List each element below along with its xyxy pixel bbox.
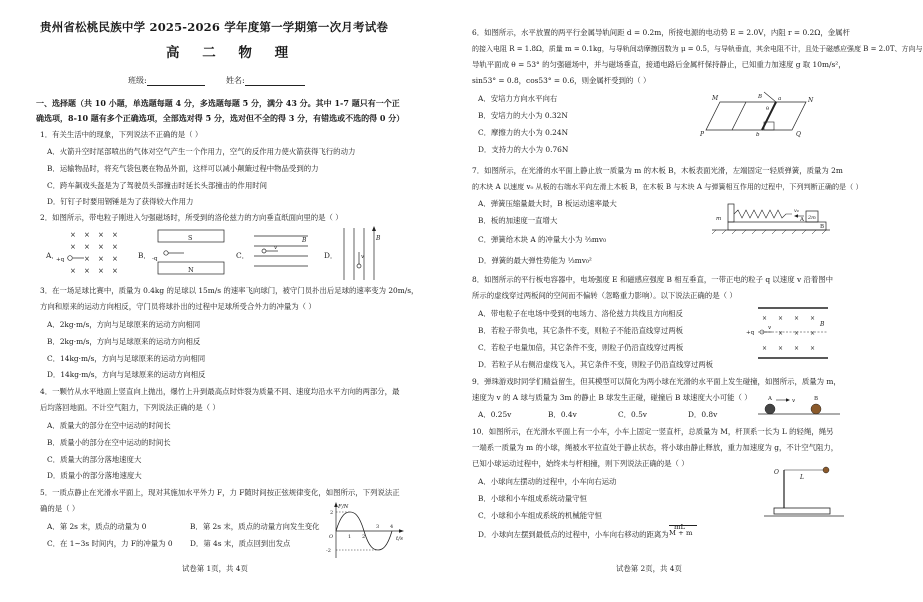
q6-rail-figure xyxy=(700,92,816,138)
q5-graph-tick-3: 3 xyxy=(376,524,380,530)
footer-page-2: 试卷第 2页，共 4页 xyxy=(616,564,682,573)
q2-magnet-s: S xyxy=(188,234,193,242)
svg-text:×: × xyxy=(778,345,784,352)
q8-stem-line1: 8．如图所示的平行板电容器中，电场强度 E 和磁感应强度 B 相互垂直，一带正电的粒子 q 以速度 v 沿着图中 xyxy=(472,275,834,284)
svg-text:×: × xyxy=(98,231,104,239)
left-column xyxy=(0,0,432,602)
q1-option-b[interactable]: B．运输物品时，将充气袋包裹在物品外面，这样可以减小颠簸过程中物品受到的力 xyxy=(47,164,319,173)
q2-velocity-c: v xyxy=(274,245,278,251)
exam-title: 贵州省松桃民族中学 2025-2026 学年度第一学期第一次月考试卷 xyxy=(40,20,389,34)
q8-option-c[interactable]: C．若粒子电量加倍，其它条件不变，则粒子仍沿直线穿过两板 xyxy=(478,343,684,352)
q7-label-b: B xyxy=(820,224,825,230)
q7-option-d[interactable]: D．弹簧的最大弹性势能为 ⅓mv₀² xyxy=(478,256,592,265)
q5-force-time-graph xyxy=(322,500,406,562)
q6-option-c[interactable]: C．摩擦力的大小为 0.24N xyxy=(478,128,569,137)
q7-label-2m: 2m xyxy=(808,215,816,221)
q10-option-b[interactable]: B．小球和小车组成系统动量守恒 xyxy=(478,494,587,503)
q3-stem-line2: 方向和原来的运动方向相反，守门员将球扑出的过程中足球所受合外力的冲量为（ ） xyxy=(40,302,316,311)
q5-graph-tick-pos: 2 xyxy=(330,510,334,516)
q9-option-c[interactable]: C．0.5v xyxy=(618,410,647,419)
svg-text:×: × xyxy=(794,315,800,322)
q2-option-a[interactable]: A． xyxy=(46,251,59,260)
svg-text:×: × xyxy=(84,231,90,239)
q10-stem-line2: 一端系一质量为 m 的小球，绳被水平拉直处于静止状态，将小球由静止释放，重力加速度为 g，不计空气阻力， xyxy=(472,443,839,452)
svg-text:×: × xyxy=(84,255,90,263)
svg-text:×: × xyxy=(810,345,816,352)
q2-field-b-label-c: B xyxy=(302,237,307,244)
q2-field-b-label-d: B xyxy=(376,235,381,242)
name-label: 姓名: xyxy=(226,76,245,85)
q6-label-m: M xyxy=(712,95,719,102)
svg-text:×: × xyxy=(70,267,76,275)
q10-stem-line1: 10．如图所示，在光滑水平面上有一小车，小车上固定一竖直杆，总质量为 M，杆顶系一长为 L 的轻绳，绳另 xyxy=(472,427,834,436)
q5-graph-xlabel: t/s xyxy=(396,536,403,542)
svg-text:×: × xyxy=(98,267,104,275)
q6-label-n: N xyxy=(808,97,814,104)
q5-stem-line2: 确的是（ ） xyxy=(40,504,80,513)
svg-text:×: × xyxy=(762,345,768,352)
q4-option-b[interactable]: B．质量小的部分在空中运动的时间长 xyxy=(47,438,171,447)
q9-label-a: A xyxy=(768,396,772,402)
q2-figure-d xyxy=(338,226,381,284)
q8-option-a[interactable]: A．带电粒子在电场中受到的电场力、洛伦兹力共线且方向相反 xyxy=(478,309,683,318)
q6-label-field: B xyxy=(758,94,763,100)
svg-text:×: × xyxy=(98,243,104,251)
svg-text:×: × xyxy=(98,255,104,263)
svg-text:×: × xyxy=(762,315,768,322)
q4-option-a[interactable]: A．质量大的部分在空中运动的时间长 xyxy=(47,421,171,430)
q10-option-d[interactable]: D．小球向左摆到最低点的过程中，小车向右移动的距离为 xyxy=(478,530,669,539)
svg-text:×: × xyxy=(84,243,90,251)
q1-option-a[interactable]: A．火箭升空时尾部喷出的气体对空气产生一个作用力，空气的反作用力使火箭获得飞行的动力 xyxy=(47,147,356,156)
svg-text:×: × xyxy=(112,267,118,275)
q6-stem-line1: 6．如图所示，水平放置的两平行金属导轨间距 d = 0.2m，所接电源的电动势 E = 2.0V，内阻 r = 0.2Ω，金属杆 xyxy=(472,28,850,37)
q3-option-c[interactable]: C．14kg·m/s，方向与足球原来的运动方向相同 xyxy=(47,354,206,363)
q8-option-d[interactable]: D．若粒子从右侧沿虚线飞入，其它条件不变，则粒子仍沿直线穿过两板 xyxy=(478,360,714,369)
q9-label-v: v xyxy=(792,398,796,404)
q4-stem-line2: 后均落回地面。不计空气阻力，下列说法正确的是（ ） xyxy=(40,403,220,412)
q10-label-l: L xyxy=(800,474,804,481)
q6-stem-line3: 导轨平面成 θ = 53° 的匀强磁场中，并与磁场垂直，接通电路后金属杆保持静止，已知重力加速度 g 取 10m/s²， xyxy=(472,60,846,69)
svg-text:×: × xyxy=(810,330,816,337)
q5-graph-origin: O xyxy=(329,534,334,540)
q8-label-velocity: v xyxy=(768,325,772,331)
q6-stem-line2: 的接入电阻 R = 1.8Ω，质量 m = 0.1kg，与导轨间动摩擦因数为 μ = 0.5，与导轨垂直，其余电阻不计，且处于磁感应强度 B = 2.0T、方向与 xyxy=(472,45,923,53)
q3-option-b[interactable]: B．2kg·m/s，方向与足球原来的运动方向相反 xyxy=(47,337,201,346)
q8-stem-line2: 所示的虚线穿过两板间的空间而不偏转（忽略重力影响）。以下说法正确的是（ ） xyxy=(472,291,737,300)
class-label: 班级: xyxy=(128,76,147,85)
q8-label-charge: +q xyxy=(746,330,755,336)
q7-spring-figure xyxy=(712,200,832,236)
svg-text:×: × xyxy=(70,243,76,251)
q9-stem-line1: 9．弹珠游戏时同学们精益留生，但其模型可以简化为两小球在光滑的水平面上发生碰撞，如图所示，质量为 m， xyxy=(472,377,841,386)
svg-text:×: × xyxy=(112,255,118,263)
q6-label-a: a xyxy=(778,96,782,102)
q7-option-a[interactable]: A．弹簧压缩量最大时，B 板运动速率最大 xyxy=(478,199,617,208)
q9-collision-figure xyxy=(756,392,842,420)
q2-magnet-n: N xyxy=(188,266,194,274)
q8-label-field: B xyxy=(820,321,825,328)
footer-page-1: 试卷第 1页，共 4页 xyxy=(182,564,248,573)
q5-graph-tick-2: 2 xyxy=(362,534,366,540)
q9-stem-line2: 速度为 v 的 A 球与质量为 3m 的静止 B 球发生正碰，碰撞后 B 球速度大小可能（ ） xyxy=(472,393,752,402)
svg-text:×: × xyxy=(810,315,816,322)
q2-figure-a xyxy=(56,228,124,276)
q6-label-b: b xyxy=(756,132,760,138)
q9-option-d[interactable]: D．0.8v xyxy=(688,410,718,419)
q10-fraction-numerator: mL xyxy=(674,523,685,531)
q6-stem-line4: sin53° = 0.8，cos53° = 0.6，则金属杆受到的（ ） xyxy=(472,76,651,85)
q2-velocity-d: v xyxy=(361,254,365,260)
q5-graph-tick-4: 4 xyxy=(390,524,394,530)
q10-label-o: O xyxy=(774,469,779,476)
q5-graph-tick-neg: -2 xyxy=(326,548,331,554)
q3-option-d[interactable]: D．14kg·m/s，方向与足球原来的运动方向相反 xyxy=(47,370,206,379)
class-blank[interactable] xyxy=(147,76,205,86)
q10-option-a[interactable]: A．小球向左摆动的过程中，小车向右运动 xyxy=(478,477,617,486)
q9-option-b[interactable]: B．0.4v xyxy=(548,410,577,419)
q6-option-a[interactable]: A．安培力方向水平向右 xyxy=(478,94,558,103)
q6-option-b[interactable]: B．安培力的大小为 0.32N xyxy=(478,111,568,120)
q4-option-c[interactable]: C．质量大的部分落地速度大 xyxy=(47,455,142,464)
name-field xyxy=(226,76,305,86)
svg-text:×: × xyxy=(778,330,784,337)
q7-option-b[interactable]: B．板的加速度一直增大 xyxy=(478,216,558,225)
q9-label-b: B xyxy=(814,396,819,402)
q7-option-c[interactable]: C．弹簧给木块 A 的冲量大小为 ⅔mv₀ xyxy=(478,235,607,244)
q6-label-p: P xyxy=(700,131,705,138)
q2-figure-b xyxy=(152,230,224,276)
q6-label-theta: θ xyxy=(766,106,770,112)
q5-stem-line1: 5．一质点静止在光滑水平面上，现对其施加水平外力 F，力 F随时间按正弦规律变化，如图所示，下列说法正 xyxy=(40,488,400,497)
section-heading-line1: 一、选择题（共 10 小题，单选题每题 4 分，多选题每题 5 分，满分 43 分。其中 1-7 题只有一个正 xyxy=(36,98,400,108)
section-heading-line2: 确选项，8-10 题有多个正确选项，全部选对得 5 分，选对但不全的得 3 分，有错选或不选的得 0 分） xyxy=(36,113,405,123)
svg-text:×: × xyxy=(84,267,90,275)
name-blank[interactable] xyxy=(245,76,305,86)
q5-option-d[interactable]: D．第 4s 末，质点回到出发点 xyxy=(190,539,291,548)
q9-option-a[interactable]: A．0.25v xyxy=(478,410,512,419)
q2-stem: 2．如图所示，带电粒子刚进入匀强磁场时，所受到的洛伦兹力的方向垂直纸面向里的是（ ） xyxy=(40,213,343,222)
q2-charge-a: +q xyxy=(56,257,65,263)
svg-text:×: × xyxy=(778,315,784,322)
q4-stem-line1: 4．一颗竹从水平地面上竖直向上抛出，爆竹上升到最高点时炸裂为质量不同、速度均沿水平方向的两部分，最 xyxy=(40,387,400,396)
q2-option-b[interactable]: B． xyxy=(138,251,151,260)
q7-label-a: A xyxy=(800,217,804,223)
q1-option-c[interactable]: C．跨车飙戏头盔是为了驾驶员头部撞击时延长头部撞击的作用时间 xyxy=(47,181,267,190)
svg-text:×: × xyxy=(794,330,800,337)
q10-stem-line3: 已知小球运动过程中，始终未与杆相撞，则下列说法正确的是（ ） xyxy=(472,459,689,468)
q2-option-c[interactable]: C． xyxy=(236,251,250,260)
q10-cart-pendulum-figure xyxy=(764,466,846,518)
q2-option-d[interactable]: D． xyxy=(324,251,338,260)
subject-title: 高 二 物 理 xyxy=(166,45,298,61)
q2-charge-b: -q xyxy=(152,256,158,262)
q10-fraction-denominator: M + m xyxy=(669,529,693,537)
q7-label-m: m xyxy=(716,216,722,222)
right-column xyxy=(436,0,923,602)
q10-option-c[interactable]: C．小球和小车组成系统的机械能守恒 xyxy=(478,511,602,520)
q8-capacitor-figure xyxy=(748,304,832,362)
q5-graph-tick-1: 1 xyxy=(348,534,352,540)
q5-option-b[interactable]: B．第 2s 末，质点的动量方向发生变化 xyxy=(190,522,320,531)
q1-stem: 1．有关生活中的现象，下列说法不正确的是（ ） xyxy=(40,130,203,139)
q2-figure-c xyxy=(252,230,314,276)
svg-text:×: × xyxy=(112,231,118,239)
q7-label-v0: v₀ xyxy=(794,208,799,214)
q5-option-c[interactable]: C．在 1~3s 时间内，力 F的冲量为 0 xyxy=(47,539,173,548)
q7-stem-line1: 7．如图所示，在光滑的水平面上静止放一质量为 m 的木板 B，木板表面光滑，左端固定一轻质弹簧，质量为 2m xyxy=(472,166,843,175)
q3-stem-line1: 3．在一场足球比赛中，质量为 0.4kg 的足球以 15m/s 的速率飞向球门，被守门员扑出后足球的速率变为 20m/s， xyxy=(40,286,419,295)
svg-text:×: × xyxy=(112,243,118,251)
q1-option-d[interactable]: D．钉钉子时要用钢锤是为了获得较大作用力 xyxy=(47,197,194,206)
q10-fraction-bar xyxy=(669,525,697,526)
svg-text:×: × xyxy=(794,345,800,352)
q6-label-q: Q xyxy=(796,131,801,138)
class-field xyxy=(128,76,205,86)
q6-option-d[interactable]: D．支持力的大小为 0.76N xyxy=(478,145,569,154)
q5-graph-ylabel: F/N xyxy=(338,504,349,510)
q7-stem-line2: 的木块 A 以速度 v₀ 从板的右端水平向左滑上木板 B，在木板 B 与木块 A 与弹簧相互作用的过程中，下列判断正确的是（ ） xyxy=(472,182,863,191)
q3-option-a[interactable]: A．2kg·m/s，方向与足球原来的运动方向相同 xyxy=(47,320,201,329)
svg-text:×: × xyxy=(70,231,76,239)
q5-option-a[interactable]: A．第 2s 末，质点的动量为 0 xyxy=(47,522,147,531)
q8-option-b[interactable]: B．若粒子带负电，其它条件不变，则粒子不能沿直线穿过两板 xyxy=(478,326,683,335)
q4-option-d[interactable]: D．质量小的部分落地速度大 xyxy=(47,471,142,480)
